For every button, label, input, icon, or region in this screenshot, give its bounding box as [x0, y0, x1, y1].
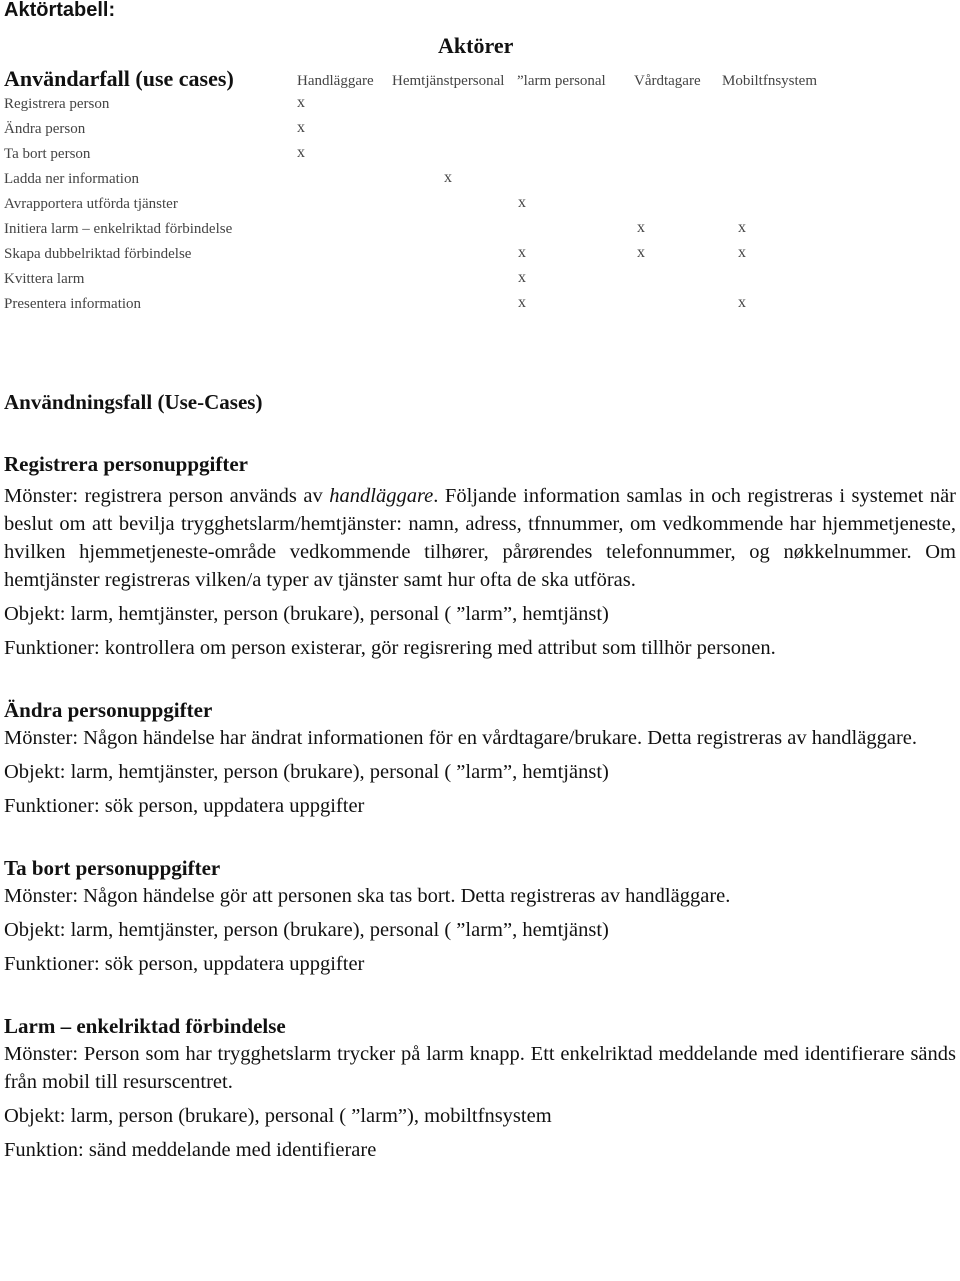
table-row: [0, 269, 960, 294]
column-header-vardtagare: Vårdtagare: [634, 73, 701, 89]
table-row: [0, 219, 960, 244]
section-pattern: Mönster: Person som har trygghetslarm trycker på larm knapp. Ett enkelriktad meddelande med identifierare sänds från mobil till resurscentret.: [4, 1043, 956, 1093]
usecases-content: [4, 388, 956, 1198]
column-header-mobiltfnsystem: Mobiltfnsystem: [722, 73, 818, 89]
actor-mark: x: [738, 294, 746, 311]
column-header-hemtjanstpersonal: Hemtjänstpersonal: [392, 73, 505, 89]
use-case-name: Ladda ner information: [4, 171, 139, 187]
actor-mark: x: [297, 144, 305, 161]
actor-mark: x: [297, 119, 305, 136]
section-ta-bort: [4, 854, 956, 978]
section-functions: Funktion: sänd meddelande med identifierare: [4, 1139, 377, 1161]
use-case-name: Ändra person: [4, 121, 86, 137]
section-title: Ändra personuppgifter: [4, 698, 213, 722]
table-row: [0, 119, 960, 144]
usecases-heading: Användningsfall (Use-Cases): [4, 390, 263, 414]
table-row: [0, 294, 960, 319]
actor-reference: handläggare: [329, 485, 434, 507]
section-title: Ta bort personuppgifter: [4, 856, 221, 880]
section-larm: [4, 1012, 956, 1164]
use-case-name: Kvittera larm: [4, 271, 85, 287]
use-case-name: Presentera information: [4, 296, 142, 312]
actor-mark: x: [444, 169, 452, 186]
actor-mark: x: [637, 244, 645, 261]
actor-mark: x: [297, 94, 305, 111]
section-registrera: [4, 450, 956, 662]
section-pattern: Mönster: registrera person används av handläggare. Följande information samlas in och registreras i systemet när beslut om att bevilja trygghetslarm/hemtjänster: namn, adress, tfnnummer, om vedkommende har hjemmetjeneste, hvilken hjemmetjeneste-område vedkommende tilhører, pårørendes telefonnummer, og nøkkelnummer. Om hemtjänster registreras vilken/a typer av tjänster samt hur ofta de ska utföras.: [4, 485, 956, 591]
actors-title: Aktörer: [438, 33, 514, 58]
page-title: Aktörtabell:: [4, 0, 116, 21]
actor-mark: x: [637, 219, 645, 236]
section-pattern: Mönster: Någon händelse har ändrat informationen för en vårdtagare/brukare. Detta registreras av handläggare.: [4, 727, 918, 749]
use-case-name: Initiera larm – enkelriktad förbindelse: [4, 221, 233, 237]
section-objects: Objekt: larm, person (brukare), personal ( ”larm”), mobiltfnsystem: [4, 1105, 552, 1127]
section-andra: [4, 696, 956, 820]
section-objects: Objekt: larm, hemtjänster, person (brukare), personal ( ”larm”, hemtjänst): [4, 761, 609, 783]
section-title: Registrera personuppgifter: [4, 452, 248, 476]
actor-mark: x: [518, 194, 526, 211]
actor-mark: x: [518, 244, 526, 261]
section-objects: Objekt: larm, hemtjänster, person (brukare), personal ( ”larm”, hemtjänst): [4, 603, 609, 625]
use-case-name: Skapa dubbelriktad förbindelse: [4, 246, 192, 262]
section-functions: Funktioner: kontrollera om person existerar, gör regisrering med attribut som tillhör personen.: [4, 637, 776, 659]
column-header-handlaggare: Handläggare: [297, 73, 374, 89]
section-objects: Objekt: larm, hemtjänster, person (brukare), personal ( ”larm”, hemtjänst): [4, 919, 609, 941]
section-functions: Funktioner: sök person, uppdatera uppgifter: [4, 795, 365, 817]
actor-mark: x: [518, 269, 526, 286]
table-row: [0, 94, 960, 119]
table-row: [0, 244, 960, 269]
actor-mark: x: [518, 294, 526, 311]
actor-mark: x: [738, 244, 746, 261]
table-header: [0, 66, 960, 94]
table-body: [0, 94, 960, 319]
use-case-name: Avrapportera utförda tjänster: [4, 196, 178, 212]
actor-table: [0, 66, 960, 319]
table-row: [0, 169, 960, 194]
section-functions: Funktioner: sök person, uppdatera uppgifter: [4, 953, 365, 975]
column-header-larm-personal: ”larm personal: [517, 73, 606, 89]
table-title: Användarfall (use cases): [4, 66, 234, 91]
use-case-name: Ta bort person: [4, 146, 91, 162]
table-row: [0, 194, 960, 219]
section-pattern: Mönster: Någon händelse gör att personen ska tas bort. Detta registreras av handläggare.: [4, 885, 731, 907]
use-case-name: Registrera person: [4, 96, 110, 112]
actor-mark: x: [738, 219, 746, 236]
section-title: Larm – enkelriktad förbindelse: [4, 1014, 286, 1038]
table-row: [0, 144, 960, 169]
